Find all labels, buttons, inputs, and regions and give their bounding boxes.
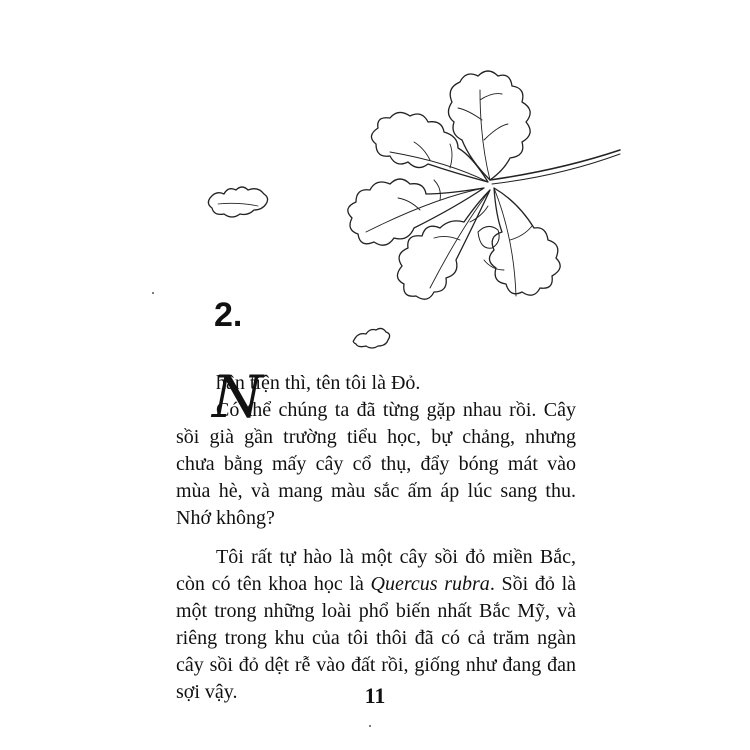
- ink-speck: [152, 292, 154, 294]
- drop-cap: N: [212, 363, 263, 431]
- chapter-number: 2.: [214, 296, 243, 334]
- ink-speck: [369, 725, 371, 727]
- paragraph-2-text-end: . Sồi đỏ là một trong những loài phổ biến nhất Bắc Mỹ, và riêng trong khu của tôi thôi đã có cả trăm ngàn cây sồi đỏ dệt rễ vào đất rồi, giống như đang đan sợi vậy.: [176, 573, 576, 703]
- small-leaf-icon: [208, 187, 267, 217]
- chapter-body: [176, 363, 576, 706]
- oak-leaf-icon: [397, 190, 490, 299]
- page-number: 11: [364, 683, 386, 708]
- small-leaf-icon: [353, 328, 389, 348]
- paragraph-1-rest: Có thể chúng ta đã từng gặp nhau rồi. Cây sồi già gần trường tiểu học, bự chảng, nhưng chưa bằng mấy cây cổ thụ, đẩy bóng mát vào mùa hè, và mang màu sắc ấm áp lúc sang thu. Nhớ không?: [176, 399, 576, 529]
- paragraph-1: [176, 363, 576, 532]
- paragraph-2: [176, 544, 576, 706]
- oak-leaf-icon: [371, 112, 488, 182]
- paragraph-1-first-line: hân tiện thì, tên tôi là Đỏ.: [216, 372, 421, 394]
- oak-leaf-icon: [448, 71, 530, 180]
- paragraph-2-text: Tôi rất tự hào là một cây sồi đỏ miền Bắc, còn có tên khoa học là: [176, 546, 576, 595]
- scientific-name: Quercus rubra: [370, 573, 490, 595]
